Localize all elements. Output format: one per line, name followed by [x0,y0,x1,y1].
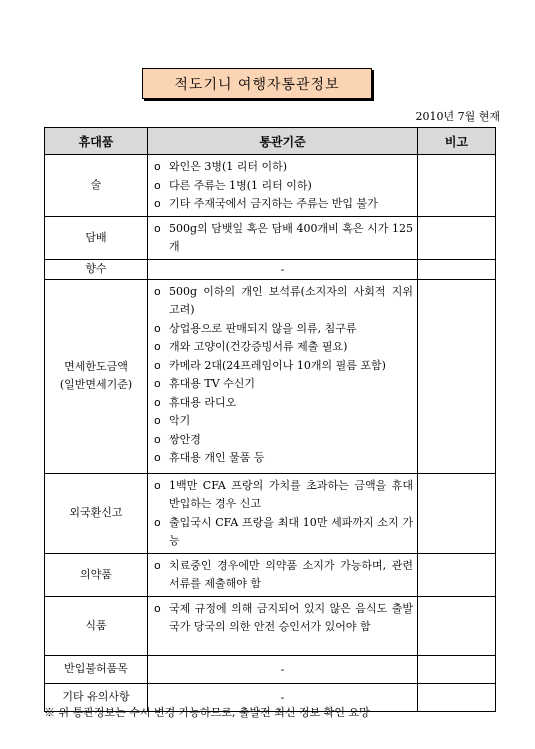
row-remark [418,596,496,655]
table-header-row [45,128,496,155]
list-item: o 국제 규정에 의해 금지되어 있지 않은 음식도 출발 국가 당국의 의한 안전 승인서가 있어야 함 [152,600,413,637]
list-item: o 500g의 담뱃잎 혹은 담배 400개비 혹은 시가 125개 [152,220,413,257]
list-item: o 치료중인 경우에만 의약품 소지가 가능하며, 관련 서류를 제출해야 함 [152,557,413,594]
row-criteria [148,473,418,553]
row-category: 반입불허품목 [45,655,148,683]
list-item: o 다른 주류는 1병(1 리터 이하) [152,177,413,196]
row-criteria [148,279,418,473]
list-item: o 개와 고양이(건강증빙서류 제출 필요) [152,338,413,357]
list-item: o 휴대용 TV 수신기 [152,375,413,394]
table-row [45,279,496,473]
row-category: 외국환신고 [45,473,148,553]
row-remark [418,216,496,259]
customs-table [44,127,496,712]
header-item: 휴대품 [45,128,148,155]
row-remark [418,683,496,711]
page-title-text: 적도기니 여행자통관정보 [174,76,340,93]
list-item: o 출입국시 CFA 프랑을 최대 10만 세파까지 소지 가능 [152,514,413,551]
row-category: 식품 [45,596,148,655]
row-criteria: - [148,683,418,711]
row-category: 담배 [45,216,148,259]
list-item: o 와인은 3병(1 리터 이하) [152,158,413,177]
row-remark [418,259,496,279]
date-label: 2010년 7월 현재 [415,110,500,123]
list-item: o 악기 [152,412,413,431]
list-item: o 1백만 CFA 프랑의 가치를 초과하는 금액을 휴대 반입하는 경우 신고 [152,477,413,514]
row-remark [418,279,496,473]
row-criteria [148,216,418,259]
row-remark [418,655,496,683]
row-category: 기타 유의사항 [45,683,148,711]
row-remark [418,553,496,596]
header-remark: 비고 [418,128,496,155]
category-line: 면세한도금액 [64,360,128,373]
row-criteria: - [148,259,418,279]
list-item: o 상업용으로 판매되지 않을 의류, 침구류 [152,320,413,339]
table-row [45,596,496,655]
list-item: o 기타 주재국에서 금지하는 주류는 반입 불가 [152,195,413,214]
row-criteria [148,553,418,596]
list-item: o 쌍안경 [152,431,413,450]
row-category: 술 [45,155,148,217]
list-item: o 휴대용 개인 물품 등 [152,449,413,468]
row-category [45,279,148,473]
table-row [45,216,496,259]
row-criteria [148,596,418,655]
row-category: 의약품 [45,553,148,596]
page-title [142,68,372,99]
category-line: (일반면세기준) [59,378,133,391]
list-item: o 휴대용 라디오 [152,394,413,413]
table-row [45,155,496,217]
table-row [45,473,496,553]
row-remark [418,473,496,553]
row-criteria [148,155,418,217]
table-row [45,655,496,683]
header-criteria: 통관기준 [148,128,418,155]
list-item: o 카메라 2대(24프레임이나 10개의 필름 포함) [152,357,413,376]
table-row [45,259,496,279]
table-row [45,553,496,596]
row-criteria: - [148,655,418,683]
list-item: o 500g 이하의 개인 보석류(소지자의 사회적 지위 고려) [152,283,413,320]
footnote: ※ 위 통관정보는 수시 변경 가능하므로, 출발전 최신 정보 확인 요망 [44,706,370,719]
row-remark [418,155,496,217]
row-category: 향수 [45,259,148,279]
